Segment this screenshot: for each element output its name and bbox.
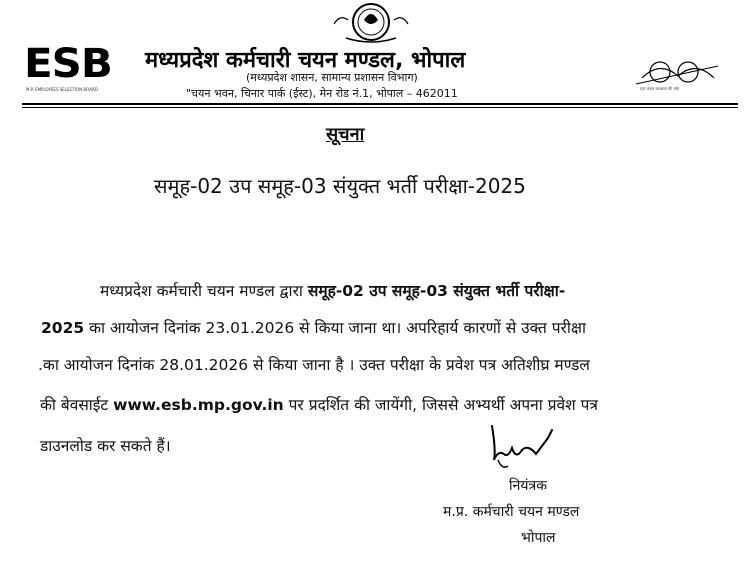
body-line-2-text: का आयोजन दिनांक 23.01.2026 से किया जाना था। अपरिहार्य कारणों से उक्त परीक्षा [84, 319, 587, 337]
swachh-bharat-tagline: एक कदम स्वच्छता की ओर [640, 86, 680, 91]
body-line-1 [100, 279, 565, 301]
website-link[interactable]: www.esb.mp.gov.in [113, 396, 284, 414]
notice-title: सूचना [326, 124, 365, 145]
header-divider [22, 103, 738, 105]
org-address: "चयन भवन, चिनार पार्क (ईस्ट), मेन रोड नं.1, भोपाल – 462011 [186, 87, 458, 100]
body-line-2 [41, 316, 586, 338]
signatory-city: भोपाल [521, 530, 556, 546]
signatory-title: नियंत्रक [509, 478, 547, 494]
body-line-4-rest: पर प्रदर्शित की जायेंगी, जिससे अभ्यर्थी अपना प्रवेश पत्र [283, 396, 598, 414]
esb-logo [24, 42, 124, 96]
signature-icon [478, 420, 578, 480]
body-line-4 [40, 393, 598, 415]
signatory-org: म.प्र. कर्मचारी चयन मण्डल [443, 504, 580, 520]
org-title: मध्यप्रदेश कर्मचारी चयन मण्डल, भोपाल [145, 48, 466, 73]
body-line-2-year: 2025 [41, 319, 85, 337]
org-subtitle: (मध्यप्रदेश शासन, सामान्य प्रशासन विभाग) [246, 71, 418, 84]
body-line-1-exam-name: समूह-02 उप समूह-03 संयुक्त भर्ती परीक्षा- [307, 282, 566, 300]
body-line-4-text: की बेवसाईट [40, 396, 114, 414]
header-divider-thin [22, 107, 738, 108]
body-line-5: डाउनलोड कर सकते हैं। [40, 437, 171, 455]
body-line-3: .का आयोजन दिनांक 28.01.2026 से किया जाना है । उक्त परीक्षा के प्रवेश पत्र अतिशीघ्र मण्डल [38, 356, 590, 374]
exam-heading: समूह-02 उप समूह-03 संयुक्त भर्ती परीक्षा-2025 [154, 174, 526, 198]
body-line-1-text: मध्यप्रदेश कर्मचारी चयन मण्डल द्वारा [100, 282, 308, 300]
state-emblem-icon [326, 2, 416, 46]
esb-logo-text: ESB [24, 41, 112, 87]
esb-logo-tagline: M.P. EMPLOYEES SELECTION BOARD [26, 87, 98, 92]
